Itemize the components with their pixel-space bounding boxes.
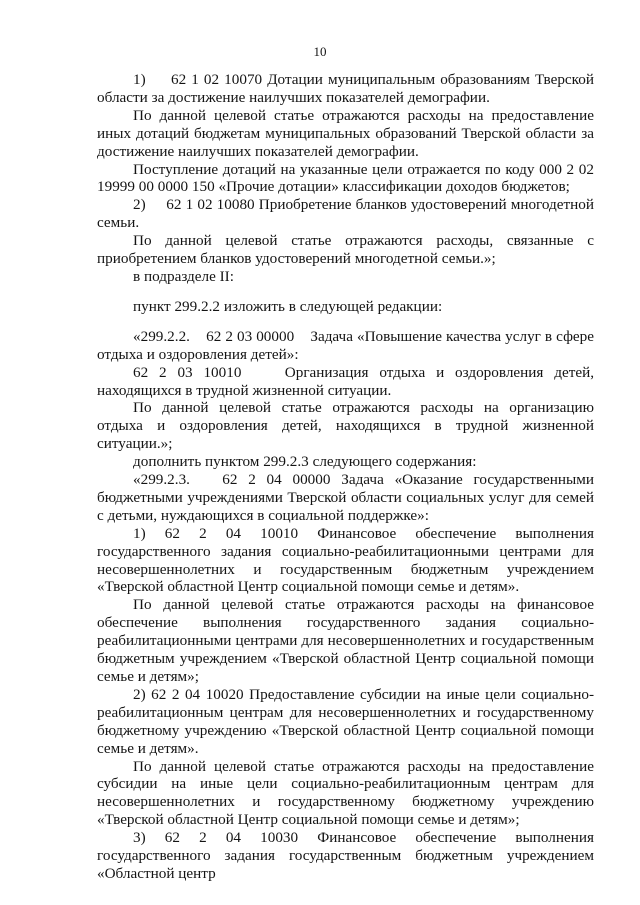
page-number: 10 — [313, 44, 327, 59]
paragraph-sub-1-description: По данной целевой статье отражаются расходы на финансовое обеспечение выполнения государственного задания социально-реабилитационными центрами для несовершеннолетних и государственным бюджетным учреждением «Тверской областной Центр социальной помощи семье и детям»; — [97, 596, 594, 685]
paragraph-item-2-description: По данной целевой статье отражаются расходы, связанные с приобретением бланков удостоверений многодетной семьи.»; — [97, 232, 594, 268]
paragraph-item-62-2-03-10010: 62 2 03 10010 Организация отдыха и оздоровления детей, находящихся в трудной жизненной ситуации. — [97, 363, 594, 399]
paragraph-task-299-2-2: «299.2.2. 62 2 03 00000 Задача «Повышение качества услуг в сфере отдыха и оздоровления детей»: — [97, 327, 594, 363]
paragraph-sub-2-heading: 2) 62 2 04 10020 Предоставление субсидии на иные цели социально-реабилитационным центрам для несовершеннолетних и государственному бюджетному учреждению «Тверской областной Центр социальной помощи семье и детям». — [97, 685, 594, 757]
document-body — [97, 71, 594, 883]
paragraph-item-1-heading: 1) 62 1 02 10070 Дотации муниципальным образованиям Тверской области за достижение наилучших показателей демографии. — [97, 71, 594, 106]
paragraph-revenue-code: Поступление дотаций на указанные цели отражается по коду 000 2 02 19999 00 0000 150 «Прочие дотации» классификации доходов бюджетов; — [97, 160, 594, 196]
paragraph-sub-3-heading: 3) 62 2 04 10030 Финансовое обеспечение выполнения государственного задания государственным бюджетным учреждением «Областной центр — [97, 829, 594, 882]
paragraph-item-1-description: По данной целевой статье отражаются расходы на предоставление иных дотаций бюджетам муниципальных образований Тверской области за достижение наилучших показателей демографии. — [97, 106, 594, 160]
paragraph-add-299-2-3: дополнить пунктом 299.2.3 следующего содержания: — [133, 453, 477, 471]
paragraph-amend-299-2-2: пункт 299.2.2 изложить в следующей редакции: — [133, 297, 443, 315]
paragraph-sub-1-heading: 1) 62 2 04 10010 Финансовое обеспечение выполнения государственного задания социально-реабилитационными центрами для несовершеннолетних и государственным бюджетным учреждением «Тверской областной Центр социальной помощи семье и детям». — [97, 524, 594, 596]
paragraph-subsection-intro: в подразделе II: — [133, 267, 234, 285]
paragraph-sub-2-description: По данной целевой статье отражаются расходы на предоставление субсидии на иные цели социально-реабилитационным центрам для несовершеннолетних и государственному бюджетному учреждению «Тверской областной Центр социальной помощи семье и детям»; — [97, 757, 594, 829]
paragraph-item-62-2-03-10010-description: По данной целевой статье отражаются расходы на организацию отдыха и оздоровления детей, находящихся в трудной жизненной ситуации.»; — [97, 399, 594, 453]
paragraph-task-299-2-3: «299.2.3. 62 2 04 00000 Задача «Оказание государственными бюджетными учреждениями Тверской области социальных услуг для семей с детьми, нуждающихся в социальной поддержке»: — [97, 471, 594, 524]
paragraph-item-2-heading: 2) 62 1 02 10080 Приобретение бланков удостоверений многодетной семьи. — [97, 196, 594, 232]
